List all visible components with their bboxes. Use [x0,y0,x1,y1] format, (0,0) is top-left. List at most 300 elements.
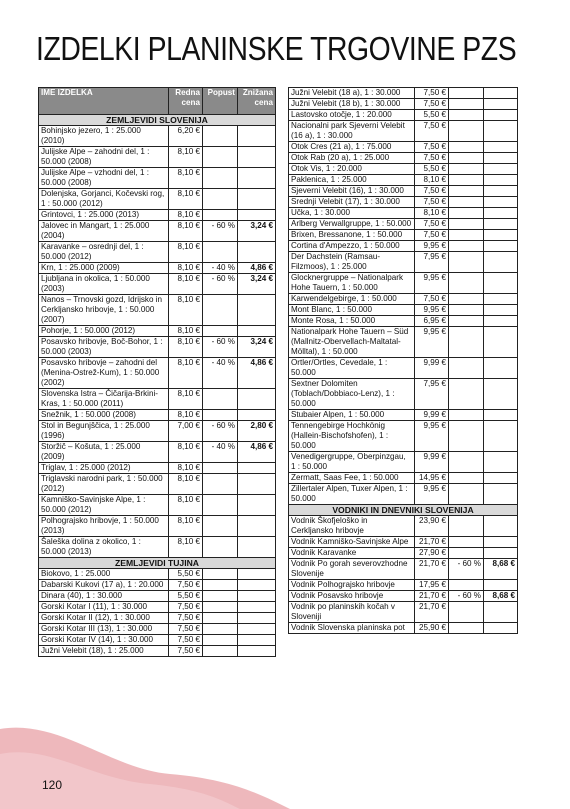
product-name-cell: Gorski Kotar II (12), 1 : 30.000 [39,613,169,624]
reduced-price-cell [238,242,276,263]
table-row [39,421,276,442]
reduced-price-cell [484,548,518,559]
table-row [289,110,518,121]
regular-price-cell: 21,70 € [415,559,449,580]
regular-price-cell: 7,50 € [415,121,449,142]
reduced-price-cell [238,295,276,326]
table-row [39,602,276,613]
product-name-cell: Nanos – Trnovski gozd, Idrijsko in Cerkljansko hribovje, 1 : 50.000 (2007) [39,295,169,326]
reduced-price-cell: 2,80 € [238,421,276,442]
regular-price-cell: 23,90 € [415,516,449,537]
table-row [289,241,518,252]
table-row [39,537,276,558]
product-name-cell: Posavsko hribovje – zahodni del (Menina-Ostrež-Kum), 1 : 50.000 (2002) [39,358,169,389]
discount-cell [203,147,238,168]
regular-price-cell: 27,90 € [415,548,449,559]
discount-cell: - 60 % [203,337,238,358]
table-row [289,273,518,294]
discount-cell: - 60 % [203,421,238,442]
price-table-right [288,87,518,634]
regular-price-cell: 7,50 € [169,613,203,624]
regular-price-cell: 17,95 € [415,580,449,591]
reduced-price-cell [238,389,276,410]
reduced-price-cell [484,175,518,186]
discount-cell [449,537,484,548]
discount-cell [449,327,484,358]
discount-cell [449,241,484,252]
table-row [39,474,276,495]
table-row [289,252,518,273]
discount-cell [203,326,238,337]
regular-price-cell: 6,20 € [169,126,203,147]
discount-cell [449,273,484,294]
discount-cell [449,379,484,410]
discount-cell [203,295,238,326]
discount-cell [449,252,484,273]
regular-price-cell: 8,10 € [169,326,203,337]
product-name-cell: Južni Velebit (18 a), 1 : 30.000 [289,88,415,99]
regular-price-cell: 7,50 € [169,624,203,635]
reduced-price-cell [484,452,518,473]
regular-price-cell: 8,10 € [169,358,203,389]
regular-price-cell: 14,95 € [415,473,449,484]
product-name-cell: Julijske Alpe – zahodni del, 1 : 50.000 (2008) [39,147,169,168]
table-row [39,624,276,635]
reduced-price-cell: 4,86 € [238,358,276,389]
reduced-price-cell [484,110,518,121]
regular-price-cell: 8,10 € [169,516,203,537]
regular-price-cell: 5,50 € [169,569,203,580]
discount-cell [449,175,484,186]
regular-price-cell: 6,95 € [415,316,449,327]
table-row [289,121,518,142]
regular-price-cell: 8,10 € [169,474,203,495]
reduced-price-cell [484,316,518,327]
regular-price-cell: 8,10 € [169,168,203,189]
regular-price-cell: 21,70 € [415,591,449,602]
regular-price-cell: 9,99 € [415,452,449,473]
product-name-cell: Glocknergruppe – Nationalpark Hohe Tauern, 1 : 50.000 [289,273,415,294]
regular-price-cell: 8,10 € [169,147,203,168]
table-row [289,452,518,473]
product-name-cell: Vodnik Slovenska planinska pot [289,623,415,634]
regular-price-cell: 8,10 € [169,242,203,263]
table-row [39,221,276,242]
discount-cell [449,294,484,305]
table-row [289,548,518,559]
regular-price-cell: 8,10 € [169,189,203,210]
reduced-price-cell [484,219,518,230]
regular-price-cell: 7,50 € [169,635,203,646]
product-name-cell: Južni Velebit (18 b), 1 : 30.000 [289,99,415,110]
table-row [289,516,518,537]
regular-price-cell: 8,10 € [415,175,449,186]
product-name-cell: Arlberg Verwallgruppe, 1 : 50.000 [289,219,415,230]
table-row [289,208,518,219]
product-name-cell: Gorski Kotar IV (14), 1 : 30.000 [39,635,169,646]
reduced-price-cell [484,327,518,358]
page-number: 120 [42,778,63,792]
product-name-cell: Posavsko hribovje, Boč-Bohor, 1 : 50.000 (2003) [39,337,169,358]
regular-price-cell: 8,10 € [169,442,203,463]
reduced-price-cell [484,580,518,591]
product-name-cell: Srednji Velebit (17), 1 : 30.000 [289,197,415,208]
discount-cell [449,316,484,327]
regular-price-cell: 8,10 € [169,389,203,410]
reduced-price-cell: 8,68 € [484,559,518,580]
discount-cell [203,495,238,516]
reduced-price-cell [238,474,276,495]
regular-price-cell: 9,95 € [415,327,449,358]
discount-cell [203,168,238,189]
table-row [289,537,518,548]
header-name: IME IZDELKA [39,88,169,115]
section-header-row [289,505,518,516]
regular-price-cell: 8,10 € [169,263,203,274]
regular-price-cell: 7,50 € [169,602,203,613]
table-row [39,613,276,624]
section-header-row [39,115,276,126]
product-name-cell: Vodnik po planinskih kočah v Sloveniji [289,602,415,623]
discount-cell [449,421,484,452]
regular-price-cell: 7,50 € [415,153,449,164]
discount-cell [449,121,484,142]
discount-cell: - 40 % [203,442,238,463]
reduced-price-cell [238,126,276,147]
discount-cell [449,484,484,505]
discount-cell [449,110,484,121]
table-row [39,263,276,274]
discount-cell [449,516,484,537]
table-row [39,295,276,326]
table-row [39,147,276,168]
discount-cell [203,410,238,421]
product-name-cell: Cortina d'Ampezzo, 1 : 50.000 [289,241,415,252]
section-title: ZEMLJEVIDI SLOVENIJA [39,115,276,126]
table-row [289,305,518,316]
table-row [289,88,518,99]
reduced-price-cell [484,121,518,142]
reduced-price-cell [484,273,518,294]
reduced-price-cell [484,421,518,452]
discount-cell [449,142,484,153]
product-name-cell: Učka, 1 : 30.000 [289,208,415,219]
reduced-price-cell [484,252,518,273]
table-row [289,219,518,230]
regular-price-cell: 7,50 € [169,646,203,657]
product-name-cell: Karwendelgebirge, 1 : 50.000 [289,294,415,305]
regular-price-cell: 9,99 € [415,358,449,379]
table-row [289,294,518,305]
discount-cell: - 40 % [203,263,238,274]
product-name-cell: Dabarski Kukovi (17 a), 1 : 20.000 [39,580,169,591]
discount-cell [203,635,238,646]
discount-cell [449,197,484,208]
product-name-cell: Vodnik Kamniško-Savinjske Alpe [289,537,415,548]
product-name-cell: Monte Rosa, 1 : 50.000 [289,316,415,327]
regular-price-cell: 8,10 € [169,410,203,421]
reduced-price-cell [484,623,518,634]
product-name-cell: Vodnik Posavsko hribovje [289,591,415,602]
product-name-cell: Venedigergruppe, Oberpinzgau, 1 : 50.000 [289,452,415,473]
regular-price-cell: 21,70 € [415,602,449,623]
product-name-cell: Der Dachstein (Ramsau-Filzmoos), 1 : 25.000 [289,252,415,273]
regular-price-cell: 7,50 € [415,294,449,305]
reduced-price-cell [484,379,518,410]
discount-cell [203,189,238,210]
product-name-cell: Sjeverni Velebit (16), 1 : 30.000 [289,186,415,197]
discount-cell: - 60 % [449,591,484,602]
regular-price-cell: 5,50 € [415,164,449,175]
reduced-price-cell [238,569,276,580]
discount-cell [203,646,238,657]
product-name-cell: Otok Cres (21 a), 1 : 75.000 [289,142,415,153]
product-name-cell: Nacionalni park Sjeverni Velebit (16 a), 1 : 30.000 [289,121,415,142]
table-row [39,569,276,580]
regular-price-cell: 8,10 € [169,210,203,221]
reduced-price-cell: 4,86 € [238,442,276,463]
table-row [289,230,518,241]
table-row [289,591,518,602]
discount-cell [203,389,238,410]
reduced-price-cell: 8,68 € [484,591,518,602]
regular-price-cell: 8,10 € [415,208,449,219]
product-name-cell: Grintovci, 1 : 25.000 (2013) [39,210,169,221]
reduced-price-cell [238,591,276,602]
product-name-cell: Sextner Dolomiten (Toblach/Dobbiaco-Lenz), 1 : 50.000 [289,379,415,410]
discount-cell [449,580,484,591]
regular-price-cell: 7,50 € [415,88,449,99]
product-name-cell: Slovenska Istra – Čičarija-Brkini-Kras, 1 : 50.000 (2011) [39,389,169,410]
regular-price-cell: 9,95 € [415,305,449,316]
reduced-price-cell [484,484,518,505]
table-row [289,164,518,175]
product-name-cell: Jalovec in Mangart, 1 : 25.000 (2004) [39,221,169,242]
discount-cell: - 60 % [449,559,484,580]
reduced-price-cell [238,410,276,421]
reduced-price-cell [238,635,276,646]
reduced-price-cell [484,88,518,99]
reduced-price-cell [238,147,276,168]
table-row [39,389,276,410]
reduced-price-cell: 3,24 € [238,221,276,242]
regular-price-cell: 7,50 € [415,230,449,241]
reduced-price-cell: 3,24 € [238,274,276,295]
discount-cell [449,602,484,623]
discount-cell [203,463,238,474]
header-discount: Popust [203,88,238,115]
product-name-cell: Nationalpark Hohe Tauern – Süd (Mallnitz-Obervellach-Maltatal-Mölltal), 1 : 50.000 [289,327,415,358]
reduced-price-cell [238,646,276,657]
discount-cell [449,623,484,634]
product-name-cell: Vodnik Karavanke [289,548,415,559]
regular-price-cell: 21,70 € [415,537,449,548]
reduced-price-cell [484,142,518,153]
regular-price-cell: 7,50 € [415,219,449,230]
regular-price-cell: 8,10 € [169,295,203,326]
discount-cell [449,153,484,164]
header-price: Redna cena [169,88,203,115]
table-row [289,197,518,208]
discount-cell [449,548,484,559]
table-row [289,142,518,153]
table-row [39,410,276,421]
reduced-price-cell [484,99,518,110]
table-row [39,326,276,337]
discount-cell [203,537,238,558]
discount-cell: - 60 % [203,221,238,242]
reduced-price-cell [238,168,276,189]
discount-cell [203,624,238,635]
discount-cell [203,516,238,537]
table-row [289,580,518,591]
product-name-cell: Otok Vis, 1 : 20.000 [289,164,415,175]
price-table-left [38,87,276,657]
table-row [39,463,276,474]
table-row [289,99,518,110]
discount-cell [449,99,484,110]
discount-cell [203,569,238,580]
reduced-price-cell [484,186,518,197]
table-row [39,189,276,210]
table-row [289,410,518,421]
product-name-cell: Brixen, Bressanone, 1 : 50.000 [289,230,415,241]
reduced-price-cell [484,153,518,164]
product-name-cell: Gorski Kotar I (11), 1 : 30.000 [39,602,169,613]
reduced-price-cell [238,210,276,221]
product-name-cell: Kamniško-Savinjske Alpe, 1 : 50.000 (2012) [39,495,169,516]
reduced-price-cell [238,537,276,558]
product-name-cell: Pohorje, 1 : 50.000 (2012) [39,326,169,337]
section-header-row [39,558,276,569]
table-row [39,580,276,591]
product-name-cell: Triglav, 1 : 25.000 (2012) [39,463,169,474]
discount-cell [203,613,238,624]
page-title: IZDELKI PLANINSKE TRGOVINE PZS [36,30,517,67]
table-row [39,591,276,602]
regular-price-cell: 9,95 € [415,421,449,452]
regular-price-cell: 5,50 € [169,591,203,602]
table-row [39,274,276,295]
decorative-wave [0,699,570,809]
regular-price-cell: 7,50 € [415,186,449,197]
product-name-cell: Storžič – Košuta, 1 : 25.000 (2009) [39,442,169,463]
product-name-cell: Vodnik Po gorah severovzhodne Slovenije [289,559,415,580]
reduced-price-cell [238,189,276,210]
product-name-cell: Zermatt, Saas Fee, 1 : 50.000 [289,473,415,484]
discount-cell: - 60 % [203,274,238,295]
regular-price-cell: 7,50 € [169,580,203,591]
table-row [39,635,276,646]
reduced-price-cell [484,602,518,623]
reduced-price-cell [484,358,518,379]
product-name-cell: Gorski Kotar III (13), 1 : 30.000 [39,624,169,635]
product-name-cell: Paklenica, 1 : 25.000 [289,175,415,186]
product-name-cell: Lastovsko otočje, 1 : 20.000 [289,110,415,121]
discount-cell [203,126,238,147]
table-row [39,126,276,147]
regular-price-cell: 7,00 € [169,421,203,442]
table-header-row [39,88,276,115]
regular-price-cell: 8,10 € [169,495,203,516]
reduced-price-cell [484,164,518,175]
regular-price-cell: 9,99 € [415,410,449,421]
discount-cell [449,452,484,473]
product-name-cell: Južni Velebit (18), 1 : 25.000 [39,646,169,657]
product-name-cell: Zillertaler Alpen, Tuxer Alpen, 1 : 50.000 [289,484,415,505]
table-row [289,623,518,634]
product-name-cell: Vodnik Škofjeloško in Cerkljansko hribovje [289,516,415,537]
regular-price-cell: 8,10 € [169,337,203,358]
discount-cell [449,305,484,316]
product-name-cell: Ortler/Ortles, Cevedale, 1 : 50.000 [289,358,415,379]
reduced-price-cell [238,326,276,337]
product-name-cell: Polhograjsko hribovje, 1 : 50.000 (2013) [39,516,169,537]
table-row [289,316,518,327]
regular-price-cell: 8,10 € [169,463,203,474]
regular-price-cell: 7,50 € [415,99,449,110]
product-name-cell: Mont Blanc, 1 : 50.000 [289,305,415,316]
discount-cell [449,473,484,484]
table-row [289,175,518,186]
reduced-price-cell [484,294,518,305]
table-row [39,495,276,516]
table-row [289,559,518,580]
discount-cell [449,410,484,421]
table-row [39,646,276,657]
product-name-cell: Triglavski narodni park, 1 : 50.000 (2012) [39,474,169,495]
reduced-price-cell [238,613,276,624]
product-name-cell: Stol in Begunjščica, 1 : 25.000 (1996) [39,421,169,442]
section-title: VODNIKI IN DNEVNIKI SLOVENIJA [289,505,518,516]
reduced-price-cell [484,537,518,548]
reduced-price-cell [484,197,518,208]
table-row [289,379,518,410]
product-name-cell: Julijske Alpe – vzhodni del, 1 : 50.000 (2008) [39,168,169,189]
product-name-cell: Krn, 1 : 25.000 (2009) [39,263,169,274]
product-name-cell: Bohinjsko jezero, 1 : 25.000 (2010) [39,126,169,147]
table-row [289,473,518,484]
product-name-cell: Biokovo, 1 : 25.000 [39,569,169,580]
table-row [39,168,276,189]
table-row [289,327,518,358]
table-row [39,337,276,358]
product-name-cell: Dinara (40), 1 : 30.000 [39,591,169,602]
regular-price-cell: 8,10 € [169,274,203,295]
discount-cell [449,208,484,219]
reduced-price-cell [484,208,518,219]
discount-cell [203,474,238,495]
discount-cell [449,358,484,379]
table-row [289,358,518,379]
product-name-cell: Stubaier Alpen, 1 : 50.000 [289,410,415,421]
reduced-price-cell [238,624,276,635]
table-row [39,442,276,463]
regular-price-cell: 7,50 € [415,197,449,208]
product-name-cell: Karavanke – osrednji del, 1 : 50.000 (2012) [39,242,169,263]
regular-price-cell: 7,95 € [415,252,449,273]
discount-cell [203,242,238,263]
reduced-price-cell [238,580,276,591]
reduced-price-cell [484,410,518,421]
reduced-price-cell [238,463,276,474]
regular-price-cell: 9,95 € [415,273,449,294]
regular-price-cell: 7,50 € [415,142,449,153]
reduced-price-cell [484,241,518,252]
regular-price-cell: 8,10 € [169,221,203,242]
regular-price-cell: 9,95 € [415,241,449,252]
product-name-cell: Vodnik Polhograjsko hribovje [289,580,415,591]
